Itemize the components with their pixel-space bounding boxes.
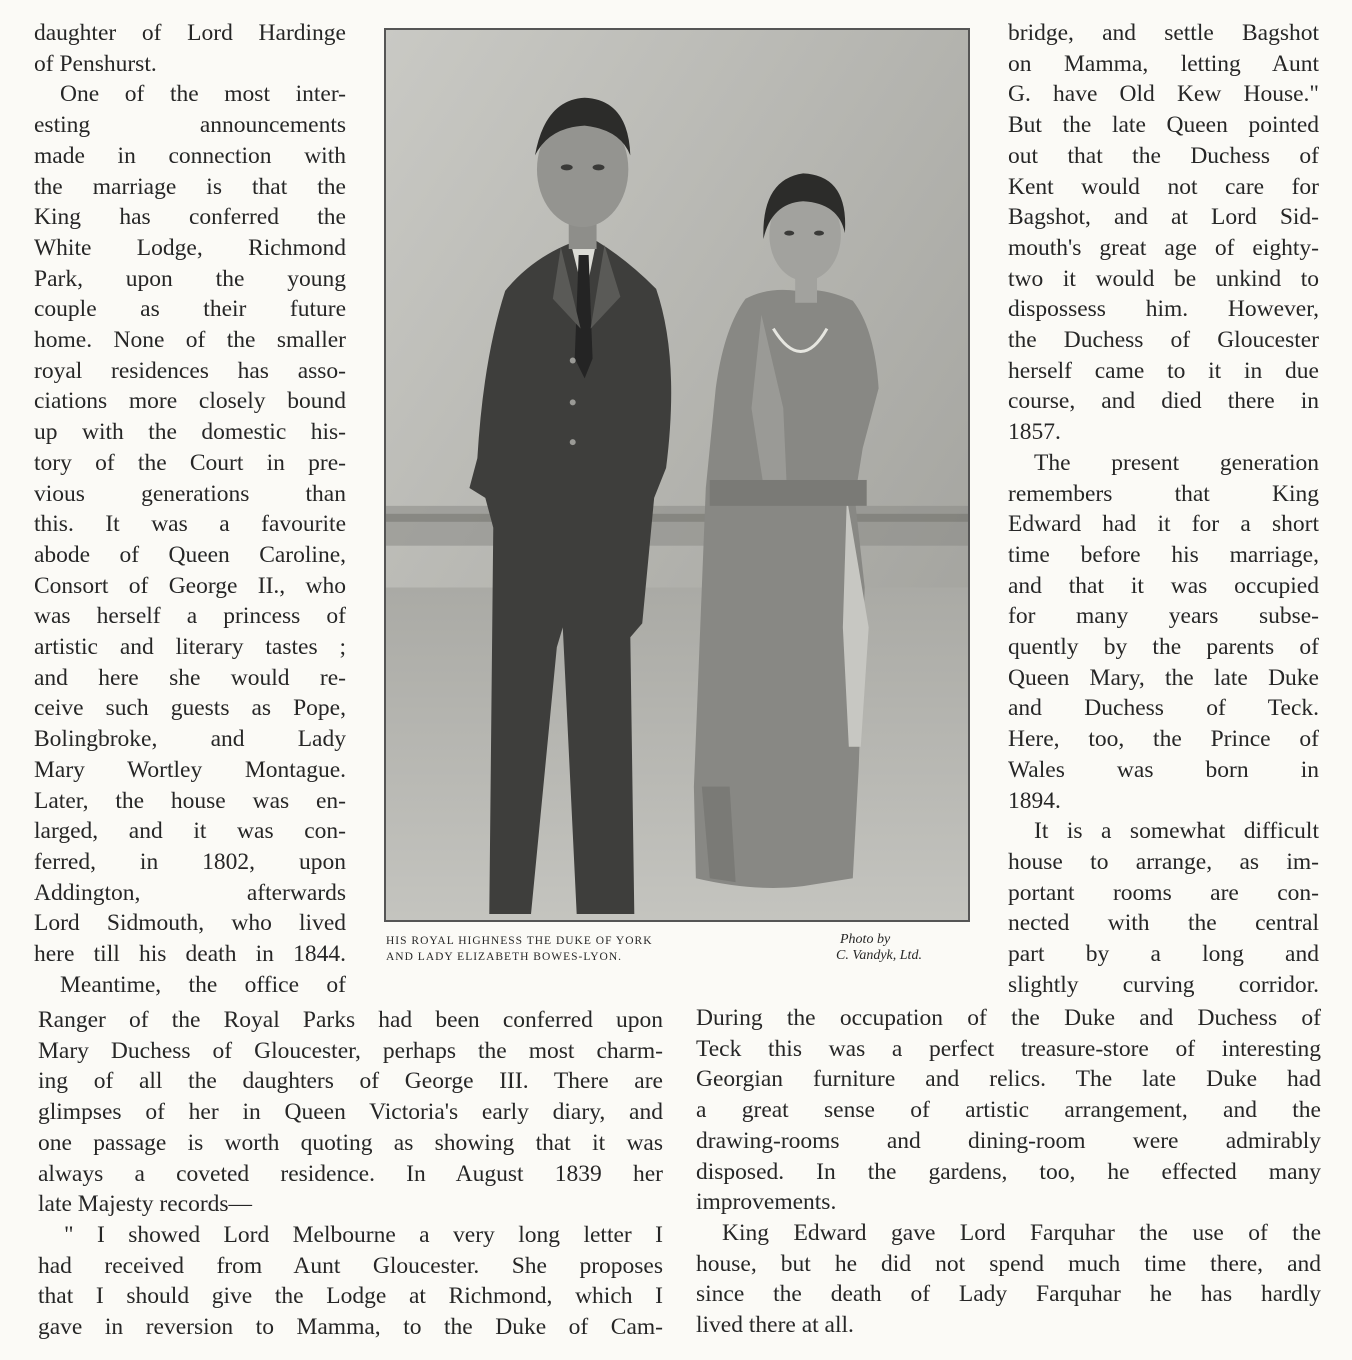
text-line: Park, upon the young <box>34 265 346 292</box>
text-line: esting announcements <box>34 112 346 139</box>
text-line: slightly curving corridor. <box>1008 971 1319 998</box>
paragraph-start-line: One of the most inter- <box>60 81 346 108</box>
text-line: artistic and literary tastes ; <box>34 634 346 661</box>
text-line: 1857. <box>1008 419 1061 446</box>
text-line: here till his death in 1844. <box>34 941 346 968</box>
text-line: Kent would not care for <box>1008 173 1319 200</box>
caption-line: AND LADY ELIZABETH BOWES-LYON. <box>386 950 623 963</box>
quote-start-line: " I showed Lord Melbourne a very long letter I <box>64 1221 663 1248</box>
text-line: White Lodge, Richmond <box>34 234 346 261</box>
text-line: tory of the Court in pre- <box>34 449 346 476</box>
text-line: up with the domestic his- <box>34 419 346 446</box>
text-line: mouth's great age of eighty- <box>1008 234 1319 261</box>
text-line: one passage is worth quoting as showing that it was <box>38 1129 663 1156</box>
text-line: course, and died there in <box>1008 388 1319 415</box>
text-line: the marriage is that the <box>34 173 346 200</box>
text-line: lived there at all. <box>696 1312 854 1339</box>
text-line: Mary Wortley Montague. <box>34 756 346 783</box>
text-line: was herself a princess of <box>34 603 346 630</box>
credit-line: C. Vandyk, Ltd. <box>836 948 922 963</box>
text-line: daughter of Lord Hardinge <box>34 20 346 46</box>
text-line: Bagshot, and at Lord Sid- <box>1008 204 1319 231</box>
bottom-left-text <box>38 1005 663 1343</box>
left-text-column <box>34 18 346 1001</box>
text-line: made in connection with <box>34 142 346 169</box>
text-line: part by a long and <box>1008 941 1319 968</box>
portrait-photograph <box>384 28 970 922</box>
text-line: remembers that King <box>1008 480 1319 507</box>
text-line: couple as their future <box>34 296 346 323</box>
text-line: since the death of Lady Farquhar he has hardly <box>696 1281 1321 1308</box>
text-line: glimpses of her in Queen Victoria's early diary, and <box>38 1099 663 1126</box>
text-line: Lord Sidmouth, who lived <box>34 910 346 937</box>
right-text-column <box>1008 18 1319 1001</box>
text-line: ciations more closely bound <box>34 388 346 415</box>
text-line: Addington, afterwards <box>34 879 346 906</box>
text-line: During the occupation of the Duke and Duchess of <box>696 1005 1321 1031</box>
text-line: drawing-rooms and dining-room were admirably <box>696 1127 1321 1154</box>
text-line: Queen Mary, the late Duke <box>1008 664 1319 691</box>
text-line: quently by the parents of <box>1008 634 1319 661</box>
bottom-right-text <box>696 1003 1321 1341</box>
text-line: on Mamma, letting Aunt <box>1008 50 1319 77</box>
text-line: had received from Aunt Gloucester. She proposes <box>38 1252 663 1279</box>
text-line: and here she would re- <box>34 664 346 691</box>
text-line: larged, and it was con- <box>34 818 346 845</box>
photo-caption <box>386 934 726 965</box>
text-line: 1894. <box>1008 787 1061 814</box>
text-line: Ranger of the Royal Parks had been conferred upon <box>38 1007 663 1033</box>
text-line: Teck this was a perfect treasure-store of interesting <box>696 1035 1321 1062</box>
text-line: a great sense of artistic arrangement, and the <box>696 1097 1321 1124</box>
text-line: that I should give the Lodge at Richmond, which I <box>38 1283 663 1310</box>
text-line: royal residences has asso- <box>34 357 346 384</box>
text-line: and Duchess of Teck. <box>1008 695 1319 722</box>
paragraph-start-line: It is a somewhat difficult <box>1034 818 1319 845</box>
photo-credit <box>836 932 976 964</box>
text-line: time before his marriage, <box>1008 541 1319 568</box>
paragraph-start-line: King Edward gave Lord Farquhar the use of the <box>722 1219 1321 1246</box>
text-line: Wales was born in <box>1008 756 1319 783</box>
text-line: home. None of the smaller <box>34 327 346 354</box>
text-line: nected with the central <box>1008 910 1319 937</box>
text-line: Georgian furniture and relics. The late Duke had <box>696 1066 1321 1093</box>
portrait-illustration <box>386 30 968 920</box>
credit-line: Photo by <box>840 932 891 947</box>
text-line: Mary Duchess of Gloucester, perhaps the most charm- <box>38 1037 663 1064</box>
text-line: always a coveted residence. In August 1839 her <box>38 1160 663 1187</box>
text-line: herself came to it in due <box>1008 357 1319 384</box>
text-line: late Majesty records— <box>38 1191 253 1218</box>
text-line: for many years subse- <box>1008 603 1319 630</box>
text-line: ferred, in 1802, upon <box>34 848 346 875</box>
text-line: portant rooms are con- <box>1008 879 1319 906</box>
text-line: the Duchess of Gloucester <box>1008 327 1319 354</box>
paragraph-start-line: The present generation <box>1034 449 1319 476</box>
text-line: gave in reversion to Mamma, to the Duke of Cam- <box>38 1314 663 1341</box>
text-line: King has conferred the <box>34 204 346 231</box>
text-line: out that the Duchess of <box>1008 142 1319 169</box>
text-line: But the late Queen pointed <box>1008 112 1319 139</box>
text-line: ing of all the daughters of George III. There are <box>38 1068 663 1095</box>
text-line: G. have Old Kew House." <box>1008 81 1319 108</box>
text-line: vious generations than <box>34 480 346 507</box>
text-line: this. It was a favourite <box>34 511 346 538</box>
text-line: abode of Queen Caroline, <box>34 541 346 568</box>
text-line: bridge, and settle Bagshot <box>1008 20 1319 46</box>
text-line: Consort of George II., who <box>34 572 346 599</box>
text-line: two it would be unkind to <box>1008 265 1319 292</box>
text-line: Edward had it for a short <box>1008 511 1319 538</box>
paragraph-start-line: Meantime, the office of <box>60 971 346 998</box>
text-line: ceive such guests as Pope, <box>34 695 346 722</box>
text-line: dispossess him. However, <box>1008 296 1319 323</box>
text-line: and that it was occupied <box>1008 572 1319 599</box>
text-line: Bolingbroke, and Lady <box>34 726 346 753</box>
caption-line: HIS ROYAL HIGHNESS THE DUKE OF YORK <box>386 935 653 947</box>
text-line: improvements. <box>696 1189 837 1216</box>
text-line: Here, too, the Prince of <box>1008 726 1319 753</box>
text-line: of Penshurst. <box>34 50 157 77</box>
text-line: Later, the house was en- <box>34 787 346 814</box>
text-line: disposed. In the gardens, too, he effected many <box>696 1158 1321 1185</box>
text-line: house, but he did not spend much time there, and <box>696 1250 1321 1277</box>
text-line: house to arrange, as im- <box>1008 848 1319 875</box>
